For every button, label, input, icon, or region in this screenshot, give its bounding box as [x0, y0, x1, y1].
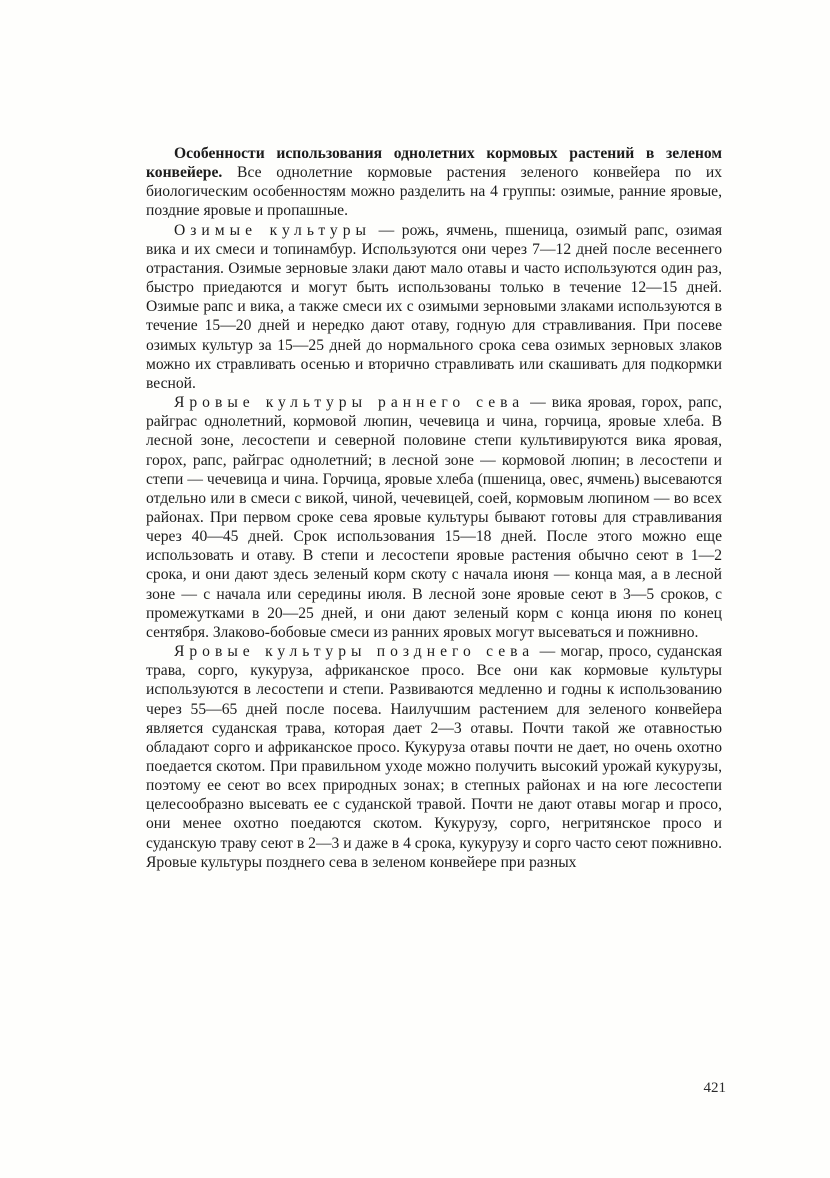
- body-text: [146, 144, 722, 872]
- spaced-term: Озимые культуры: [174, 221, 371, 239]
- paragraph-text: — вика яровая, горох, рапс, райграс однолетний, кормовой люпин, чечевица и чина, горчица, яровые хлеба. В лесной зоне, лесостепи и северной половине степи культивируются вика яровая, горох, рапс, райграс однолетний; в лесной зоне — кормовой люпин; в лесостепи и степи — чечевица и чина. Горчица, яровые хлеба (пшеница, овес, ячмень) высеваются отдельно или в смеси с викой, чиной, чечевицей, соей, кормовым люпином — во всех районах. При первом сроке сева яровые культуры бывают готовы для стравливания через 40—45 дней. Срок использования 15—18 дней. После этого можно еще использовать и отаву. В степи и лесостепи яровые растения обычно сеют в 1—2 срока, и они дают здесь зеленый корм скоту с начала июня — конца мая, а в лесной зоне — с начала или середины июля. В лесной зоне яровые сеют в 3—5 сроков, с промежутками в 20—25 дней, и они дают зеленый корм с конца июня по конец сентября. Злаково-бобовые смеси из ранних яровых могут высеваться и пожнивно.: [146, 394, 722, 641]
- spaced-term: Яровые культуры позднего сева: [174, 643, 535, 661]
- paragraph-text: — рожь, ячмень, пшеница, озимый рапс, озимая вика и их смеси и топинамбур. Используются они через 7—12 дней после весеннего отрастания. Озимые зерновые злаки дают мало отавы и часто используются один раз, быстро приедаются и могут быть использованы только в течение 12—15 дней. Озимые рапс и вика, а также смеси их с озимыми зерновыми злаками используются в течение 15—20 дней и нередко дают отаву, годную для стравливания. При посеве озимых культур за 15—25 дней до нормального срока сева озимых зерновых злаков можно их стравливать осенью и вторично стравливать или скашивать для подкормки весной.: [146, 221, 722, 392]
- spaced-term: Яровые культуры раннего сева: [174, 394, 525, 412]
- paragraph-text: Все однолетние кормовые растения зеленого конвейера по их биологическим особенностям можно разделить на 4 группы: озимые, ранние яровые, поздние яровые и пропашные.: [146, 164, 722, 220]
- paragraph-text: — могар, просо, суданская трава, сорго, кукуруза, африканское просо. Все они как кормовые культуры используются в лесостепи и степи. Развиваются медленно и годны к использованию через 55—65 дней после посева. Наилучшим растением для зеленого конвейера является суданская трава, которая дает 2—3 отавы. Почти такой же отавностью обладают сорго и африканское просо. Кукуруза отавы почти не дает, но очень охотно поедается скотом. При правильном уходе можно получить высокий урожай кукурузы, поэтому ее сеют во всех природных зонах; в степных районах и на юге лесостепи целесообразно высевать ее с суданской травой. Почти не дают отавы могар и просо, они менее охотно поедаются скотом. Кукурузу, сорго, негритянское просо и суданскую траву сеют в 2—3 и даже в 4 срока, кукурузу и сорго часто сеют пожнивно. Яровые культуры позднего сева в зеленом конвейере при разных: [146, 643, 722, 871]
- paragraph-heading: Особенности использования однолетних кормовых растений в зеленом конвейере.: [146, 145, 722, 182]
- paragraph-late-spring-crops: [146, 642, 722, 872]
- paragraph-green-conveyor-features: [146, 144, 722, 221]
- paragraph-early-spring-crops: [146, 393, 722, 642]
- page-number: 421: [703, 1080, 726, 1096]
- paragraph-winter-crops: [146, 221, 722, 393]
